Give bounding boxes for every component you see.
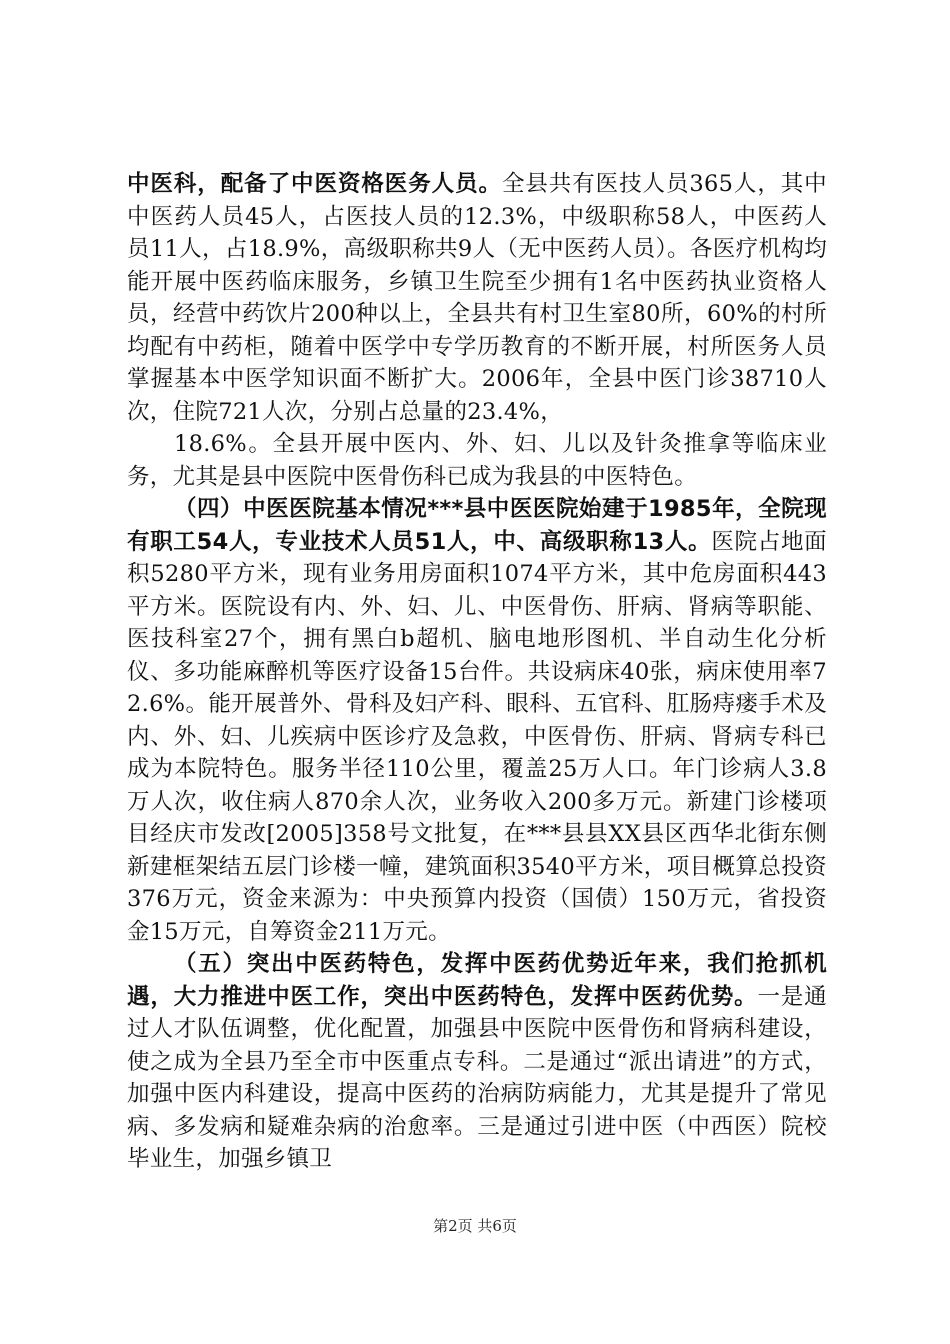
paragraph-body-text: 18.6%。全县开展中医内、外、妇、儿以及针灸推拿等临床业务，尤其是县中医院中医骨伤科已成为我县的中医特色。 xyxy=(127,431,827,490)
paragraph-staff-overview xyxy=(127,168,827,428)
section-heading-five: （五）突出中医药特色，发挥中医药优势近年来，我们抢抓机遇，大力推进中医工作，突出中医药特色，发挥中医药优势。 xyxy=(127,951,827,1010)
paragraph-lead-text: 中医科，配备了中医资格医务人员。 xyxy=(127,171,502,197)
section-heading-four: （四）中医医院基本情况***县中医医院始建于1985年，全院现有职工54人，专业技术人员51人，中、高级职称13人。 xyxy=(127,496,827,555)
paragraph-tcm-features xyxy=(127,948,827,1176)
paragraph-body-text: 医院占地面积5280平方米，现有业务用房面积1074平方米，其中危房面积443平方米。医院设有内、外、妇、儿、中医骨伤、肝病、肾病等职能、医技科室27个，拥有黑白b超机、脑电地形图机、半自动生化分析仪、多功能麻醉机等医疗设备15台件。共设病床40张，病床使用率72.6%。能开展普外、骨科及妇产科、眼科、五官科、肛肠痔瘘手术及内、外、妇、儿疾病中医诊疗及急救，中医骨伤、肝病、肾病专科已成为本院特色。服务半径110公里，覆盖25万人口。年门诊病人3.8万人次，收住病人870余人次，业务收入200多万元。新建门诊楼项目经庆市发改[2005]358号文批复，在***县县XX县区西华北街东侧新建框架结五层门诊楼一幢，建筑面积3540平方米，项目概算总投资376万元，资金来源为：中央预算内投资（国债）150万元，省投资金15万元，自筹资金211万元。 xyxy=(127,528,827,945)
paragraph-body-text: 一是通过人才队伍调整，优化配置，加强县中医院中医骨伤和肾病科建设，使之成为全县乃至全市中医重点专科。二是通过“派出请进”的方式，加强中医内科建设，提高中医药的治病防病能力，尤其是提升了常见病、多发病和疑难杂病的治愈率。三是通过引进中医（中西医）院校毕业生，加强乡镇卫 xyxy=(127,983,827,1172)
paragraph-clinical-services xyxy=(127,428,827,493)
paragraph-body-text: 全县共有医技人员365人，其中中医药人员45人，占医技人员的12.3%，中级职称58人，中医药人员11人，占18.9%，高级职称共9人（无中医药人员）。各医疗机构均能开展中医药临床服务，乡镇卫生院至少拥有1名中医药执业资格人员，经营中药饮片200种以上，全县共有村卫生室80所，60%的村所均配有中药柜，随着中医学中专学历教育的不断开展，村所医务人员掌握基本中医学知识面不断扩大。2006年，全县中医门诊38710人次，住院721人次，分别占总量的23.4%， xyxy=(127,171,827,425)
page-number-footer: 第2页 共6页 xyxy=(433,1217,517,1235)
document-body xyxy=(127,168,827,1176)
paragraph-hospital-basics xyxy=(127,493,827,948)
